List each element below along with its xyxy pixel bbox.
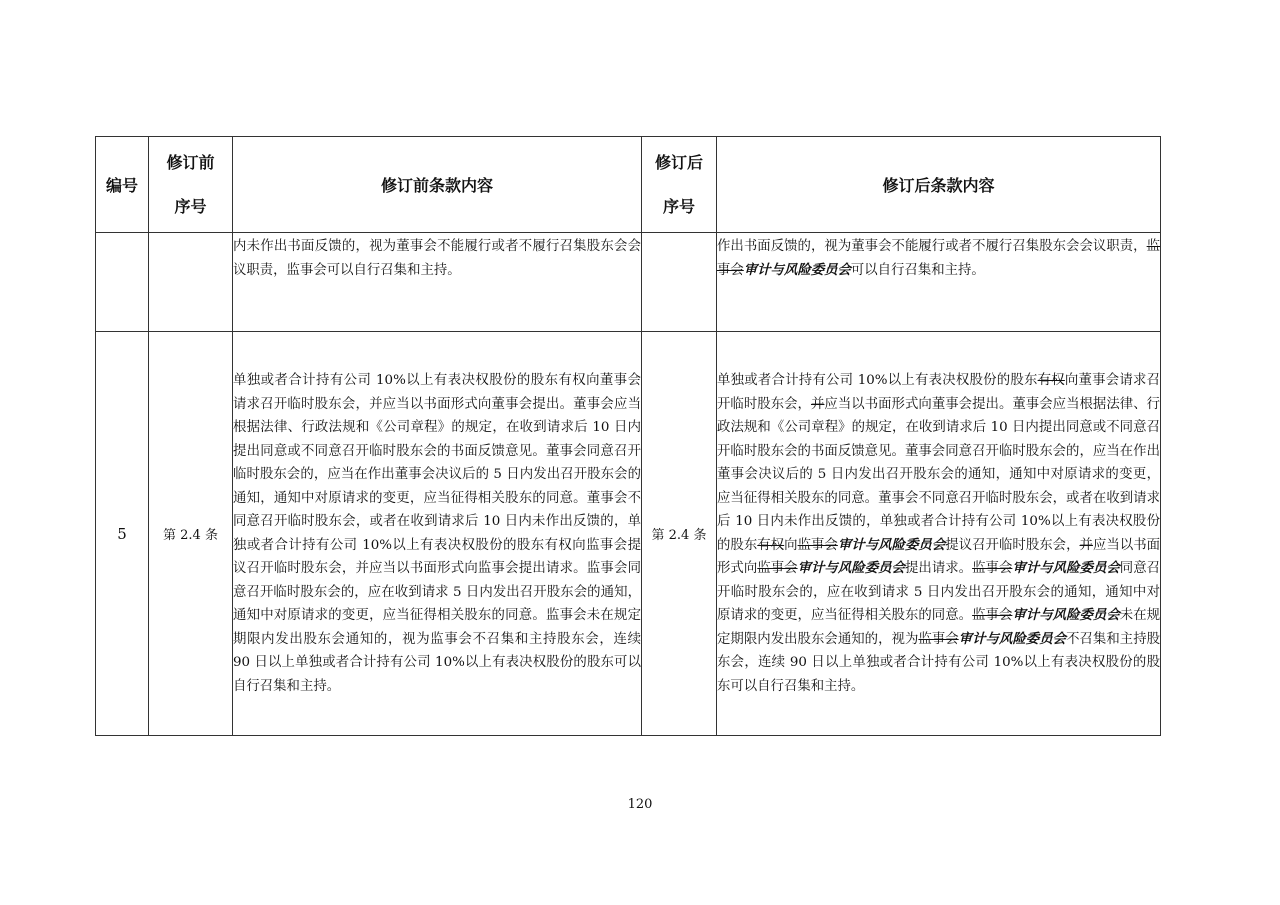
text-segment: 未在规定期限内发出股东会通知的，视为 [717, 608, 1161, 647]
cont-before-text: 内未作出书面反馈的，视为董事会不能履行或者不履行召集股东会会议职责，监事会可以自行召集和主持。 [233, 233, 642, 332]
header-before-seq-line1: 修订前 [166, 152, 215, 172]
header-before-content: 修订前条款内容 [233, 137, 642, 233]
row-number: 5 [96, 332, 149, 736]
before-seq-cell: 第 2.4 条 [149, 332, 233, 736]
text-segment: 向 [784, 537, 798, 553]
cont-after-text [717, 233, 1161, 332]
header-after-content: 修订后条款内容 [717, 137, 1161, 233]
header-before-seq-line2: 序号 [174, 196, 207, 216]
text-segment: 向董事会请求召开临时股东会， [717, 373, 1160, 412]
header-no: 编号 [96, 137, 149, 233]
deleted-text: 监事会 [972, 608, 1013, 623]
revision-table [95, 136, 1161, 736]
deleted-text: 并 [810, 396, 825, 412]
deleted-text: 有权 [1037, 373, 1065, 388]
table-row [96, 233, 1161, 332]
text-segment: 提议召开临时股东会， [945, 537, 1080, 553]
deleted-text: 监事会 [797, 537, 838, 553]
text-segment: 提出请求。 [904, 561, 973, 576]
header-row [96, 137, 1161, 233]
page-number: 120 [627, 797, 653, 812]
deleted-text: 有权 [757, 537, 785, 553]
deleted-text: 监事会 [757, 561, 798, 576]
text-segment: 可以自行召集和主持。 [850, 262, 985, 278]
inserted-text: 审计与风险委员会 [1012, 607, 1120, 623]
text-segment: 不召集和主持股东会，连续 90 日以上单独或者合计持有公司 10%以上有表决权股份的股东可以自行召集和主持。 [717, 631, 1161, 694]
text-segment: 应当以书面形式向董事会提出。董事会应当根据法律、行政法规和《公司章程》的规定，在收到请求后 10 日内提出同意或不同意召开临时股东会的书面反馈意见。董事会同意召开临时股东会的，应当在作出董事会决议后的 5 日内发出召开股东会的通知，通知中对原请求的变更，应当征得相关股东的同意。董事会不同意召开临时股东会，或者在收到请求后 10 日内未作出反馈的，单独或者合计持有公司 10%以上有表决权股份的股东 [717, 396, 1161, 553]
deleted-text: 监事会 [717, 239, 1160, 278]
after-seq-cell: 第 2.4 条 [642, 332, 717, 736]
cont-after-seq-cell [642, 233, 717, 332]
text-segment: 同意召开临时股东会的，应在收到请求 5 日内发出召开股东会的通知，通知中对原请求的变更，应当征得相关股东的同意。 [717, 561, 1161, 623]
deleted-text: 并 [1079, 537, 1093, 553]
after-content-cell [717, 332, 1161, 736]
header-after-seq-line1: 修订后 [654, 152, 703, 172]
inserted-text: 审计与风险委员会 [958, 630, 1067, 647]
inserted-text: 审计与风险委员会 [743, 261, 851, 278]
deleted-text: 监事会 [918, 631, 959, 647]
header-before-seq [149, 137, 233, 233]
inserted-text: 审计与风险委员会 [797, 560, 905, 576]
cont-before-seq-cell [149, 233, 233, 332]
inserted-text: 审计与风险委员会 [1012, 560, 1120, 576]
deleted-text: 监事会 [972, 561, 1013, 576]
cont-no-cell [96, 233, 149, 332]
text-segment: 应当以书面形式向 [717, 537, 1161, 576]
text-segment: 作出书面反馈的，视为董事会不能履行或者不履行召集股东会会议职责， [717, 239, 1147, 254]
text-segment: 单独或者合计持有公司 10%以上有表决权股份的股东 [717, 373, 1038, 388]
inserted-text: 审计与风险委员会 [837, 536, 946, 553]
table-row [96, 332, 1161, 736]
header-after-seq-line2: 序号 [662, 196, 695, 216]
header-after-seq [642, 137, 717, 233]
before-content-cell: 单独或者合计持有公司 10%以上有表决权股份的股东有权向董事会请求召开临时股东会，并应当以书面形式向董事会提出。董事会应当根据法律、行政法规和《公司章程》的规定，在收到请求后 10 日内提出同意或不同意召开临时股东会的书面反馈意见。董事会同意召开临时股东会的，应当在作出董事会决议后的 5 日内发出召开股东会的通知，通知中对原请求的变更，应当征得相关股东的同意。董事会不同意召开临时股东会，或者在收到请求后 10 日内未作出反馈的，单独或者合计持有公司 10%以上有表决权股份的股东有权向监事会提议召开临时股东会，并应当以书面形式向监事会提出请求。监事会同意召开临时股东会的，应在收到请求 5 日内发出召开股东会的通知，通知中对原请求的变更，应当征得相关股东的同意。监事会未在规定期限内发出股东会通知的，视为监事会不召集和主持股东会，连续 90 日以上单独或者合计持有公司 10%以上有表决权股份的股东可以自行召集和主持。 [233, 332, 642, 736]
